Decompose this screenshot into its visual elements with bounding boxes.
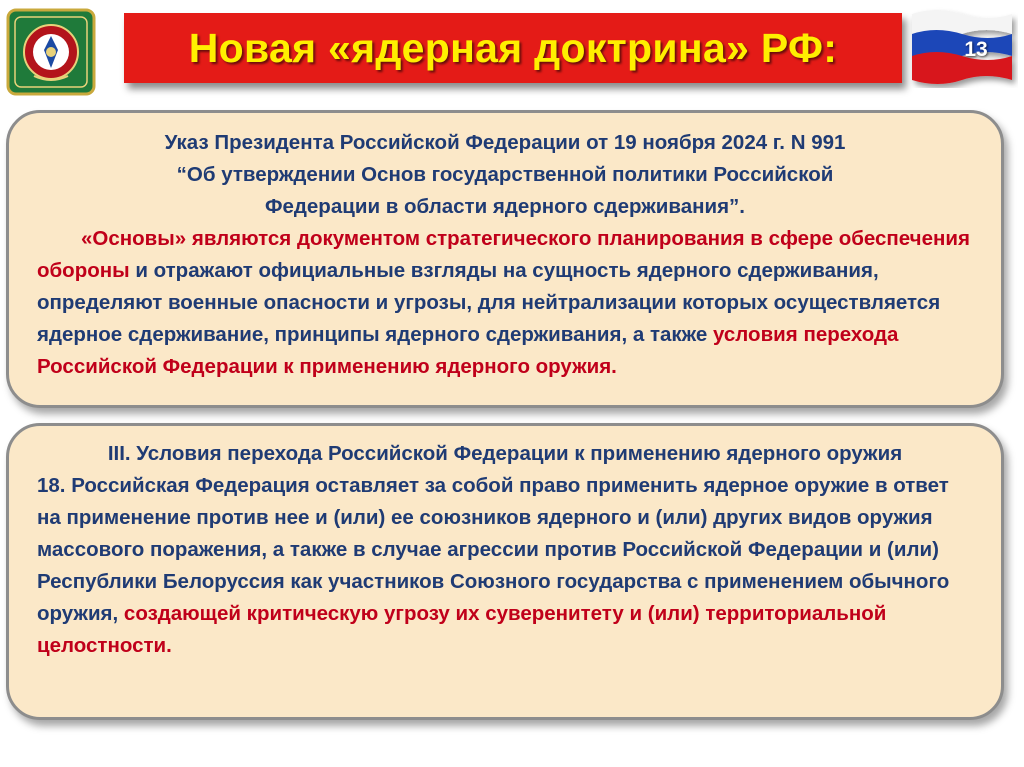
article-blue: 18. Российская Федерация оставляет за собой право применить ядерное оружие в ответ на применение против нее и (или) ее союзников ядерного и (или) других видов оружия массового поражения, а также в случае агрессии против Российской Федерации и (или) Республики Белоруссия как участников Союзного государства с применением обычного оружия, [37,474,950,625]
section-title: III. Условия перехода Российской Федерации к применению ядерного оружия [107,442,903,465]
decree-line-3: Федерации в области ядерного сдерживания”. [265,195,745,218]
article-18 [37,470,973,662]
description-red-1: «Основы» являются документом стратегического планирования в сфере обеспечения обороны [37,227,970,282]
page-title: Новая «ядерная доктрина» РФ: [188,24,838,71]
decree-description [37,223,973,383]
page-number: 13 [964,38,988,61]
academy-emblem-icon [6,8,96,96]
conditions-panel [6,423,1004,720]
title-banner [124,13,902,83]
decree-line-1: Указ Президента Российской Федерации от 19 ноября 2024 г. N 991 [164,131,846,154]
article-red: создающей критическую угрозу их суверенитету и (или) территориальной целостности. [37,602,887,657]
description-red-2: условия перехода Российской Федерации к применению ядерного оружия. [37,323,899,378]
decree-line-2: “Об утверждении Основ государственной политики Российской [176,163,834,186]
description-blue-1: и отражают официальные взгляды на сущность ядерного сдерживания, определяют военные опасности и угрозы, для нейтрализации которых осуществляется ядерное сдерживание, принципы ядерного сдерживания, а также [37,259,941,346]
decree-panel [6,110,1004,408]
